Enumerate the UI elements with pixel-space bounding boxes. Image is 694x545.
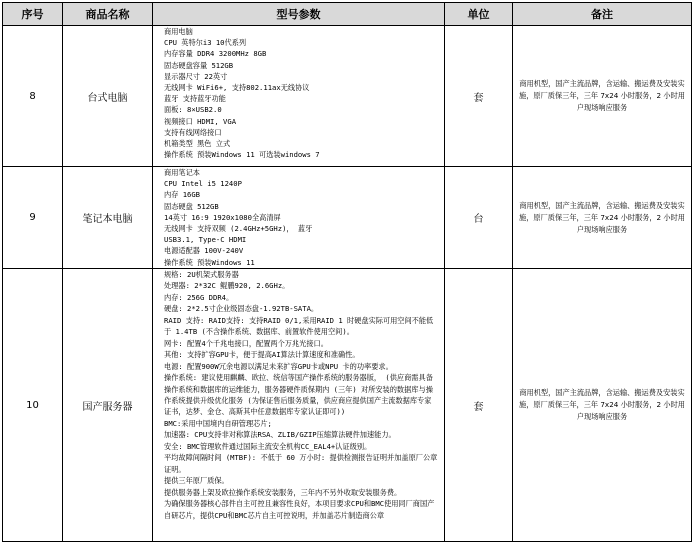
product-name: 国产服务器 [63,269,153,542]
spec-line: 面板: 8×USB2.0 [164,105,222,115]
unit-cell: 套 [445,269,513,542]
table-row [3,269,692,542]
spec-line: CPU 英特尔i3 10代系列 [164,38,247,48]
spec-line: 规格: 2U机架式服务器 [164,270,239,279]
spec-line: 视频接口 HDMI, VGA [164,116,237,126]
spec-line: 蓝牙 支持蓝牙功能 [164,94,226,104]
spec-line: 硬盘: 2*2.5寸企业级固态盘-1.92TB-SATA。 [164,304,319,314]
header-num: 序号 [3,3,63,26]
note-cell: 商用机型，国产主流品牌，含运输、搬运费及安装实施，原厂质保三年，三年 7x24 小时服务，2 小时用户现场响应服务 [513,269,692,542]
table-row [3,167,692,269]
spec-line: 网卡: 配置4个千兆电接口，配置两个万兆光接口。 [164,338,328,348]
spec-line: 无线网卡 支持双频 (2.4GHz+5GHz)， 蓝牙 [164,224,313,234]
spec-line: 内存容量 DDR4 3200MHz 8GB [164,49,267,59]
spec-line: 14英寸 16:9 1920x1080全高清屏 [164,212,281,222]
header-name: 商品名称 [63,3,153,26]
spec-line: 支持有线网络接口 [164,127,222,137]
spec-line: 固态硬盘 512GB [164,201,219,211]
spec-line: 无线网卡 WiFi6+, 支持802.11ax无线协议 [164,83,310,93]
unit-cell: 台 [445,167,513,269]
spec-line: 内存: 256G DDR4。 [164,292,234,302]
unit-cell: 套 [445,26,513,167]
spec-cell [153,167,445,269]
spec-line: 操作系统: 建议使用麒麟、欧拉、统信等国产操作系统的服务器版， (供应商需具备操作系统和数据库的运维能力，服务器硬件质保期内 (三年) 对所安装的数据库与操作系统提供升级优化服务 (为保证售后服务质量，供应商应提供国产主流数据库专家证书，达梦、金仓、高斯其中任意数据库专家认证即可)) [164,373,433,417]
spec-line: 处理器: 2*32C 鲲鹏920, 2.6GHz。 [164,281,290,291]
spec-line: CPU Intel i5 1240P [164,179,242,189]
product-spec-table [2,2,692,542]
spec-cell [153,26,445,167]
product-name: 台式电脑 [63,26,153,167]
table-row [3,26,692,167]
spec-line: 内存 16GB [164,190,201,200]
note-cell: 商用机型，国产主流品牌，含运输、搬运费及安装实施，原厂质保三年，三年 7x24 小时服务，2 小时用户现场响应服务 [513,167,692,269]
header-note: 备注 [513,3,692,26]
spec-line: 操作系统 预装Windows 11 [164,257,255,267]
spec-line: 电源: 配置900W冗余电源以满足未来扩容GPU卡或NPU 卡的功率要求。 [164,361,393,371]
spec-line: BMC:采用中国境内自研管理芯片; [164,418,272,428]
spec-line: 提供三年原厂质保。 [164,476,229,486]
spec-line: 电源适配器 100V-240V [164,246,244,256]
product-name: 笔记本电脑 [63,167,153,269]
header-row [3,3,692,26]
spec-line: 平均故障间隔时间 (MTBF): 不低于 60 万小时: 提供检测报告证明并加盖原厂公章证明。 [164,453,438,474]
spec-line: 商用电脑 [164,27,193,36]
row-number: 10 [3,269,63,542]
spec-line: 显示器尺寸 22英寸 [164,71,228,81]
spec-line: 加速器: CPU支持非对称算法RSA、ZLIB/GZIP压缩算法硬件加速能力。 [164,430,396,440]
row-number: 9 [3,167,63,269]
header-spec: 型号参数 [153,3,445,26]
spec-line: 机箱类型 黑色 立式 [164,139,231,149]
row-number: 8 [3,26,63,167]
header-unit: 单位 [445,3,513,26]
spec-line: 商用笔记本 [164,168,200,177]
spec-cell [153,269,445,542]
spec-line: RAID 支持: RAID支持: 支持RAID 0/1,采用RAID 1 时硬盘实际可用空间不能低于 1.4TB (不含操作系统、数据库、前置软件使用空间)。 [164,315,434,337]
spec-line: USB3.1, Type-C HDMI [164,235,247,245]
note-cell: 商用机型，国产主流品牌，含运输、搬运费及安装实施，原厂质保三年，三年 7x24 小时服务，2 小时用户现场响应服务 [513,26,692,167]
spec-line: 安全: BMC管理软件通过国际主流安全机构CC_EAL4+认证级别。 [164,441,372,451]
spec-line: 为确保服务器核心部件自主可控且兼容性良好，本项目要求CPU和BMC使用同厂商国产自研芯片，提供CPU和BMC芯片自主可控说明，并加盖芯片制造商公章 [164,499,435,520]
spec-line: 提供服务器上架及欧拉操作系统安装服务，三年内不另外收取安装服务费。 [164,487,402,497]
spec-line: 固态硬盘容量 512GB [164,60,234,70]
spec-line: 其他: 支持扩容GPU卡，便于提高AI算法计算速度和准确性。 [164,350,360,360]
spec-line: 操作系统 预装Windows 11 可选装windows 7 [164,150,320,160]
